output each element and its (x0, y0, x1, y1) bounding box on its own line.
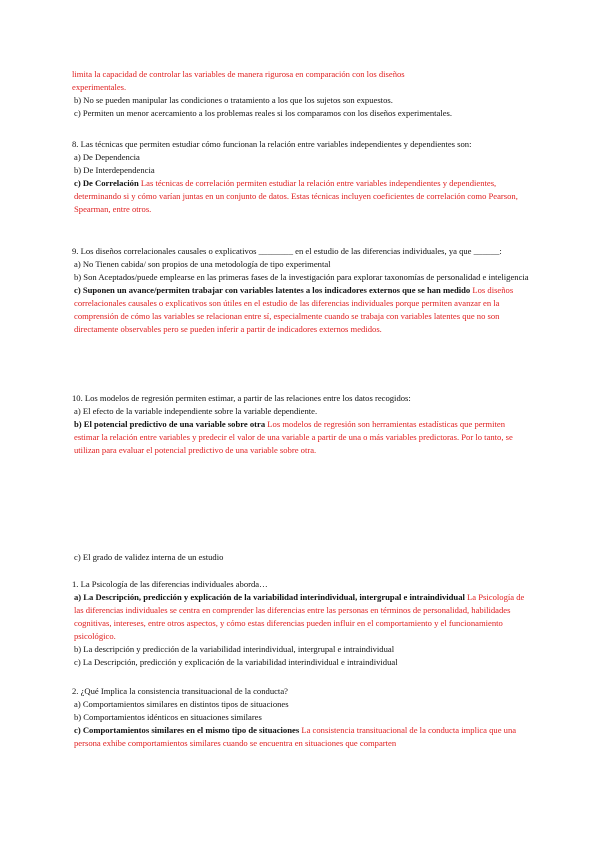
correct-option: b) El potencial predictivo de una variable sobre otra (74, 419, 266, 429)
question-text: 8. Las técnicas que permiten estudiar cómo funcionan la relación entre variables independientes y dependientes son: (72, 139, 472, 149)
option-c: c) La Descripción, predicción y explicación de la variabilidad interindividual e intraindividual (74, 657, 398, 667)
explanation-continued: limita la capacidad de controlar las variables de manera rigurosa en comparación con los diseños (72, 69, 405, 79)
answer-explanation: La consistencia transituacional de la conducta implica que una persona exhibe comportamientos similares cuando se encuentra en situaciones que comparten (74, 725, 517, 748)
option-b: b) Son Aceptados/puede emplearse en las primeras fases de la investigación para explorar taxonomías de personalidad e inteligencia (74, 272, 529, 282)
explanation-continued-end: experimentales. (72, 82, 127, 92)
option-c: c) El grado de validez interna de un estudio (74, 552, 224, 562)
question-text: 10. Los modelos de regresión permiten estimar, a partir de las relaciones entre los datos recogidos: (72, 393, 411, 403)
option-b: b) No se pueden manipular las condiciones o tratamiento a los que los sujetos son expuestos. (74, 95, 393, 105)
question-text: 9. Los diseños correlacionales causales o explicativos ________ en el estudio de las diferencias individuales, ya que ______: (72, 246, 502, 256)
question-10 (72, 392, 530, 457)
option-a: a) De Dependencia (74, 152, 140, 162)
option-a: a) Comportamientos similares en distintos tipos de situaciones (74, 699, 289, 709)
question-8 (72, 138, 530, 216)
top-continuation (72, 68, 530, 120)
answer-block (72, 418, 530, 457)
question-text: 1. La Psicología de las diferencias individuales aborda… (72, 579, 268, 589)
question-10-option-c (72, 551, 530, 564)
correct-option: c) Comportamientos similares en el mismo tipo de situaciones (74, 725, 300, 735)
answer-explanation: Los modelos de regresión son herramientas estadísticas que permiten estimar la relación entre variables y predecir el valor de una variable a partir de una o más variables predictoras. Por lo tanto, se utilizan para evaluar el potencial predictivo de una variable sobre otra. (74, 419, 513, 455)
question-2 (72, 685, 530, 750)
correct-option: c) Suponen un avance/permiten trabajar con variables latentes a los indicadores externos que se han medido (74, 285, 471, 295)
answer-explanation: Las técnicas de correlación permiten estudiar la relación entre variables independientes y dependientes, determinando si y cómo varían juntas en un conjunto de datos. Estas técnicas incluyen coeficientes de correlación como Pearson, Spearman, entre otros. (74, 178, 518, 214)
option-b: b) De Interdependencia (74, 165, 155, 175)
answer-block (72, 284, 530, 336)
option-c: c) Permiten un menor acercamiento a los problemas reales si los comparamos con los diseños experimentales. (74, 108, 453, 118)
question-text: 2. ¿Qué Implica la consistencia transituacional de la conducta? (72, 686, 288, 696)
answer-explanation: Los diseños correlacionales causales o explicativos son útiles en el estudio de las diferencias individuales porque permiten avanzar en la comprensión de cómo las variables se relacionan entre sí, especialmente cuando se trabaja con variables latentes que no son directamente observables pero se pueden inferir a partir de indicadores externos medidos. (74, 285, 514, 334)
answer-block (72, 591, 530, 643)
correct-option: a) La Descripción, predicción y explicación de la variabilidad interindividual, intergrupal e intraindividual (74, 592, 465, 602)
correct-option: c) De Correlación (74, 178, 139, 188)
question-1 (72, 578, 530, 669)
option-a: a) No Tienen cabida/ son propios de una metodología de tipo experimental (74, 259, 331, 269)
option-b: b) La descripción y predicción de la variabilidad interindividual, intergrupal e intraindividual (74, 644, 395, 654)
answer-explanation: La Psicología de las diferencias individuales se centra en comprender las diferencias entre las personas en términos de personalidad, habilidades cognitivas, intereses, entre otros aspectos, y cómo estas diferencias pueden influir en el comportamiento y el funcionamiento psicológico. (74, 592, 525, 641)
option-a: a) El efecto de la variable independiente sobre la variable dependiente. (74, 406, 318, 416)
question-9 (72, 245, 530, 336)
answer-block (72, 724, 530, 750)
answer-block (72, 177, 530, 216)
option-b: b) Comportamientos idénticos en situaciones similares (74, 712, 262, 722)
